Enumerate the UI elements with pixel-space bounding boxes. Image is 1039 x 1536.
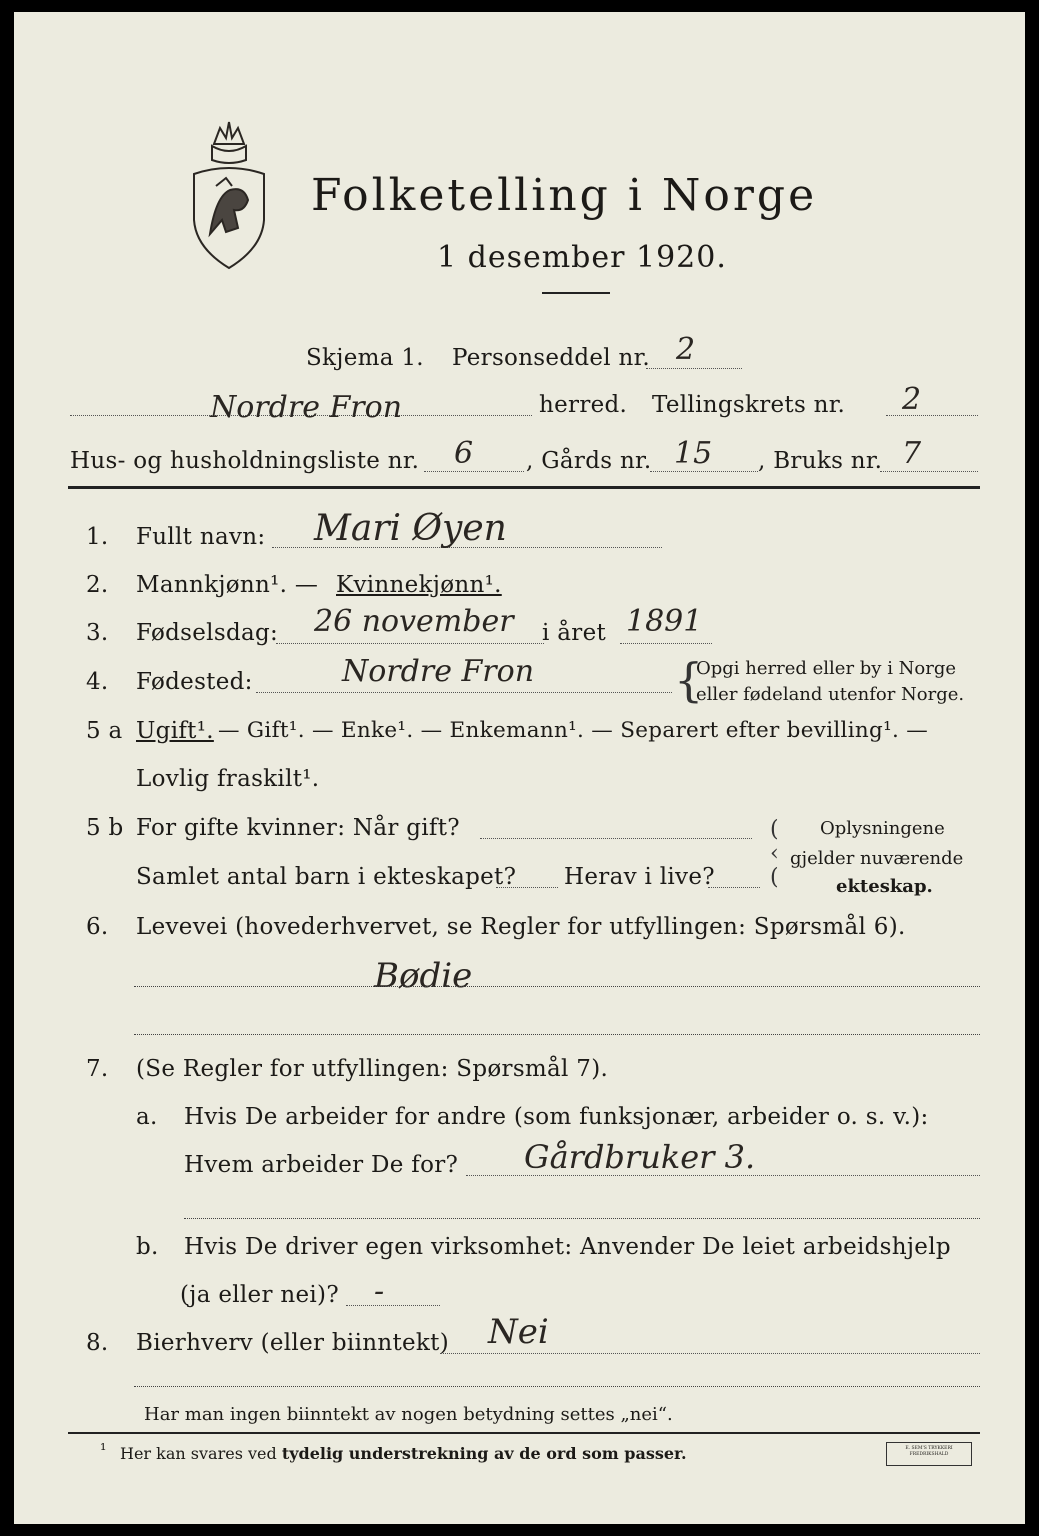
q5b-children-count: Samlet antal barn i ekteskapet?: [136, 864, 517, 890]
footnote-mark: ¹: [100, 1440, 107, 1459]
hired-help-value: -: [374, 1274, 385, 1309]
q5a-number: 5 a: [86, 718, 123, 744]
q7b-line: [346, 1305, 440, 1306]
status-ugift-underlined: Ugift¹.: [136, 718, 214, 744]
q3-label: Fødselsdag:: [136, 620, 279, 646]
q3-number: 3.: [86, 620, 109, 646]
printer-stamp-text: E. SEM'S TRYKKERI FREDRIKSHALD: [905, 1446, 953, 1457]
q8-line: [440, 1353, 980, 1354]
q7b-letter: b.: [136, 1234, 159, 1260]
q6-line1: [134, 986, 980, 987]
birth-year-value: 1891: [626, 604, 703, 639]
census-form: [14, 12, 1025, 1524]
q3-year-line: [620, 643, 712, 644]
q5b-alive-line: [708, 887, 760, 888]
hus-value: 6: [454, 436, 474, 471]
header-rule: [68, 486, 980, 489]
title-divider: [542, 292, 610, 294]
hus-label: Hus- og husholdningsliste nr.: [70, 448, 420, 474]
gards-value: 15: [674, 436, 713, 471]
q4-number: 4.: [86, 669, 109, 695]
q8-number: 8.: [86, 1330, 109, 1356]
bruks-line: [880, 471, 978, 472]
q7a-letter: a.: [136, 1104, 158, 1130]
q5b-note-line2: gjelder nuværende: [790, 848, 964, 869]
bruks-value: 7: [902, 436, 922, 471]
footnote-text: [120, 1444, 687, 1463]
footer-rule: [68, 1432, 980, 1434]
status-fraskilt: Lovlig fraskilt¹.: [136, 766, 320, 792]
tellingskrets-value: 2: [902, 382, 922, 417]
footer-note: Har man ingen biinntekt av nogen betydning settes „nei“.: [144, 1404, 673, 1425]
q5b-alive-count: Herav i live?: [564, 864, 715, 890]
gender-female-option-underlined: Kvinnekjønn¹.: [336, 572, 502, 598]
q5b-brace: ( ‹ (: [770, 817, 779, 890]
q4-note-line1: Opgi herred eller by i Norge: [696, 658, 957, 679]
q8-extra-line: [134, 1386, 980, 1387]
q4-line: [256, 692, 672, 693]
q6-label: Levevei (hovederhvervet, se Regler for utfyllingen: Spørsmål 6).: [136, 914, 906, 940]
gards-label: , Gårds nr.: [526, 448, 652, 474]
q7b-text: Hvis De driver egen virksomhet: Anvender De leiet arbeidshjelp: [184, 1234, 951, 1260]
gards-line: [650, 471, 758, 472]
q1-label: Fullt navn:: [136, 524, 266, 550]
q4-label: Fødested:: [136, 669, 253, 695]
q5b-married-when: For gifte kvinner: Når gift?: [136, 815, 460, 841]
q5b-note-line1: Oplysningene: [820, 818, 945, 839]
q7a-question: Hvem arbeider De for?: [184, 1152, 459, 1178]
q6-number: 6.: [86, 914, 109, 940]
census-date: 1 desember 1920.: [437, 240, 727, 275]
q7-label: (Se Regler for utfyllingen: Spørsmål 7).: [136, 1056, 609, 1082]
tellingskrets-label: Tellingskrets nr.: [652, 392, 846, 418]
q8-label: Bierhverv (eller biinntekt): [136, 1330, 449, 1356]
printer-stamp: [886, 1442, 972, 1466]
footnote-text-bold: tydelig understrekning av de ord som passer.: [281, 1444, 687, 1463]
employer-value: Gårdbruker 3.: [524, 1138, 756, 1176]
gender-male-option: Mannkjønn¹. —: [136, 572, 319, 598]
form-title: Folketelling i Norge: [311, 170, 818, 221]
side-income-value: Nei: [488, 1312, 549, 1352]
coat-of-arms-emblem: [186, 116, 272, 272]
personseddel-line: [646, 368, 742, 369]
q3-aret-label: i året: [542, 620, 607, 646]
q5b-number: 5 b: [86, 815, 124, 841]
q7a-extra-line: [184, 1218, 980, 1219]
hus-line: [424, 471, 524, 472]
personseddel-label: Personseddel nr.: [452, 345, 651, 371]
q7-number: 7.: [86, 1056, 109, 1082]
q1-number: 1.: [86, 524, 109, 550]
schema-label: Skjema 1.: [306, 345, 424, 371]
q5b-children-line: [496, 887, 558, 888]
tellingskrets-line: [886, 415, 978, 416]
q2-number: 2.: [86, 572, 109, 598]
herred-value: Nordre Fron: [210, 390, 403, 425]
q6-line2: [134, 1034, 980, 1035]
q7b-question: (ja eller nei)?: [180, 1282, 339, 1308]
bruks-label: , Bruks nr.: [758, 448, 883, 474]
q4-note-line2: eller fødeland utenfor Norge.: [696, 684, 965, 705]
q7a-text: Hvis De arbeider for andre (som funksjonær, arbeider o. s. v.):: [184, 1104, 929, 1130]
q5b-note-line3: ekteskap.: [836, 876, 933, 897]
q3-date-line: [276, 643, 544, 644]
birthplace-value: Nordre Fron: [342, 654, 535, 689]
footnote-text-plain: Her kan svares ved: [120, 1444, 277, 1463]
occupation-value: Bødie: [374, 956, 473, 996]
q5b-married-line: [480, 838, 752, 839]
full-name-value: Mari Øyen: [314, 508, 507, 549]
herred-label: herred.: [539, 392, 628, 418]
personseddel-value: 2: [676, 332, 696, 367]
status-other-options: — Gift¹. — Enke¹. — Enkemann¹. — Separert efter bevilling¹. —: [218, 718, 929, 743]
birthdate-value: 26 november: [314, 604, 514, 639]
q4-brace: {: [674, 653, 704, 707]
